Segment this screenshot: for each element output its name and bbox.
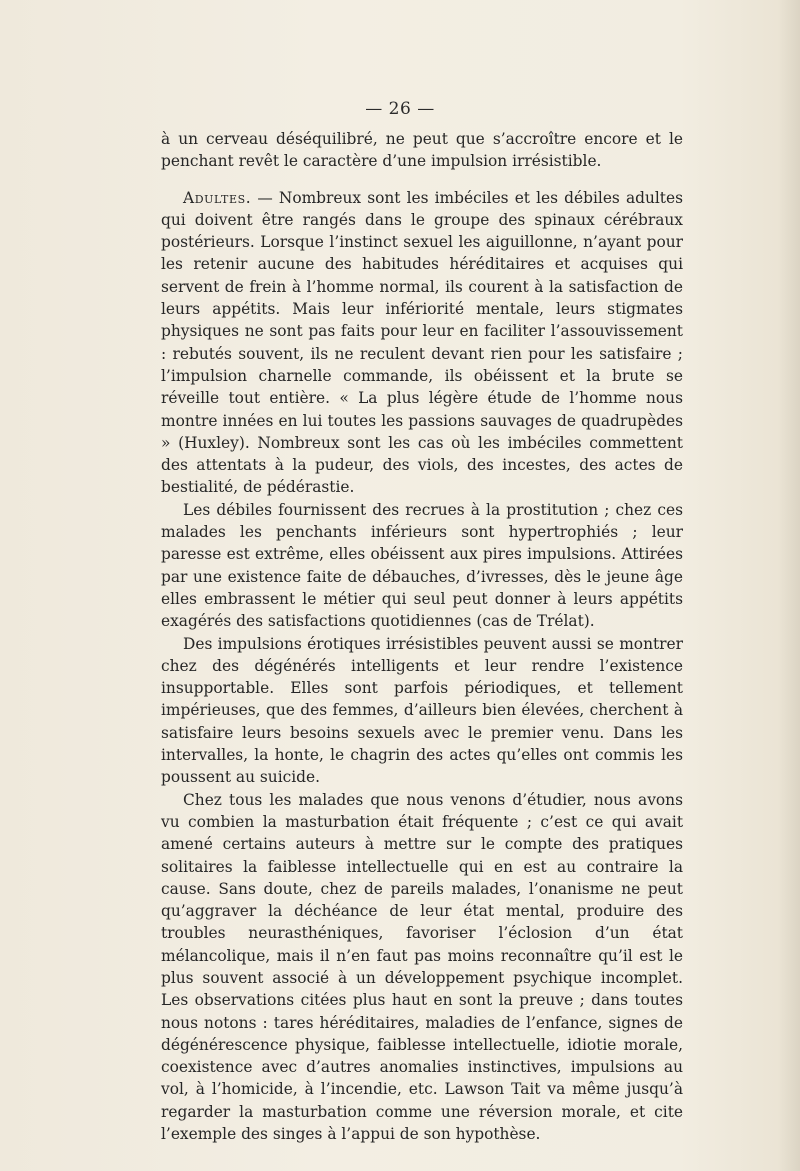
page-edge-shadow (778, 0, 800, 1171)
paragraph-text: Des impulsions érotiques irrésistibles peuvent aussi se montrer chez des dégénérés intelligents et leur rendre l’existence insupportable. Elles sont parfois périodiques, et tellement impérieuses, que des femmes, d’ailleurs bien élevées, cherchent à satisfaire leurs besoins sexuels avec le premier venu. Dans les intervalles, la honte, le chagrin des actes qu’elles ont commis les poussent au suicide. (161, 634, 683, 787)
paragraph-text: — Nombreux sont les imbéciles et les débiles adultes qui doivent être rangés dans le groupe des spinaux cérébraux postérieurs. Lorsque l’instinct sexuel les aiguillonne, n’ayant pour les retenir aucune des habitudes héréditaires et acquises qui servent de frein à l’homme normal, ils courent à la satisfaction de leurs appétits. Mais leur infériorité mentale, leurs stigmates physiques ne sont pas faits pour leur en faciliter l’assouvissement : rebutés souvent, ils ne reculent devant rien pour les satisfaire ; l’impulsion charnelle commande, ils obéissent et la brute se réveille tout entière. « La plus légère étude de l’homme nous montre innées en lui toutes les passions sauvages de quadrupèdes » (Huxley). Nombreux sont les cas où les imbéciles commettent des attentats à la pudeur, des viols, des incestes, des actes de bestialité, de pédérastie. (161, 188, 683, 497)
section-lead-adultes: Adultes. (183, 188, 252, 207)
paragraph-masturbation (161, 789, 683, 1146)
paragraph-debiles (161, 499, 683, 633)
paragraph-text: Chez tous les malades que nous venons d’étudier, nous avons vu combien la masturbation était fréquente ; c’est ce qui avait amené certains auteurs à mettre sur le compte des pratiques solitaires la faiblesse intellectuelle qui en est au contraire la cause. Sans doute, chez de pareils malades, l’onanisme ne peut qu’aggraver la déchéance de leur état mental, produire des troubles neurasthéniques, favoriser l’éclosion d’un état mélancolique, mais il n’en faut pas moins reconnaître qu’il est le plus souvent associé à un développement psychique incomplet. Les observations citées plus haut en sont la preuve ; dans toutes nous notons : tares héréditaires, maladies de l’enfance, signes de dégénérescence physique, faiblesse intellectuelle, idiotie morale, coexistence avec d’autres anomalies instinctives, impulsions au vol, à l’homicide, à l’incendie, etc. Lawson Tait va même jusqu’à regarder la masturbation comme une réversion morale, et cite l’exemple des singes à l’appui de son hypothèse. (161, 790, 683, 1144)
body-text (161, 128, 683, 1145)
paragraph-text: Les débiles fournissent des recrues à la prostitution ; chez ces malades les penchants inférieurs sont hypertrophiés ; leur paresse est extrême, elles obéissent aux pires impulsions. Attirées par une existence faite de débauches, d’ivresses, dès le jeune âge elles embrassent le métier qui seul peut donner à leurs appétits exagérés des satisfactions quotidiennes (cas de Trélat). (161, 500, 683, 631)
paragraph-adultes (161, 187, 683, 499)
page-number: — 26 — (365, 99, 435, 119)
paragraph-continuation (161, 128, 683, 173)
paragraph-impulsions (161, 633, 683, 789)
paragraph-text: à un cerveau déséquilibré, ne peut que s’accroître encore et le penchant revêt le caractère d’une impulsion irrésistible. (161, 130, 683, 171)
